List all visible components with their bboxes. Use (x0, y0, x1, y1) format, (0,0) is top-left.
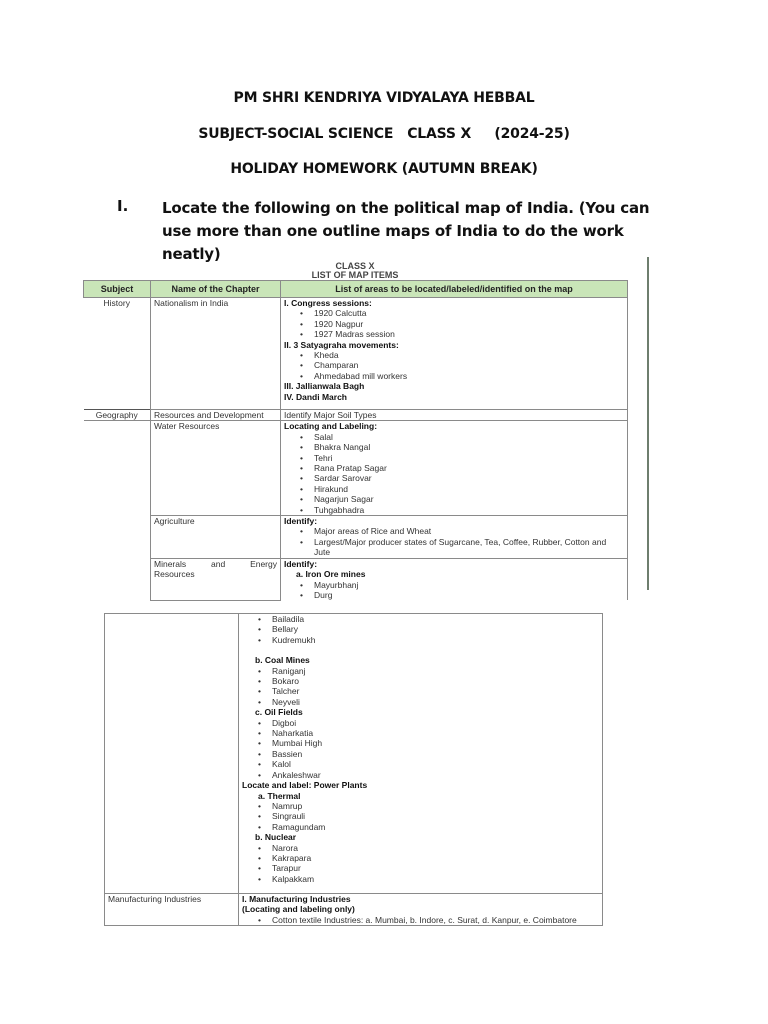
list-item: • Cotton textile Industries: a. Mumbai, b. Indore, c. Surat, d. Kanpur, e. Coimbatore (272, 915, 599, 925)
chapter-cell: Manufacturing Industries (105, 894, 239, 926)
list-item: • Naharkatia (272, 728, 599, 738)
nuclear-list (242, 843, 599, 885)
section-heading: IV. Dandi March (284, 391, 347, 402)
list-item: • Rana Pratap Sagar (314, 463, 624, 473)
list-item: • Tuhgabhadra (314, 505, 624, 515)
iron-list-cont (242, 614, 599, 645)
homework-title: HOLIDAY HOMEWORK (AUTUMN BREAK) (230, 161, 538, 177)
list-item: • Ankaleshwar (272, 770, 599, 780)
list-item: • Bailadila (272, 614, 599, 624)
areas-cell (281, 298, 628, 410)
section-heading: b. Coal Mines (255, 655, 310, 666)
list-item: • Kakrapara (272, 853, 599, 863)
list-item: • Major areas of Rice and Wheat (314, 526, 624, 536)
table-row-minerals (84, 558, 628, 600)
areas-cell (281, 558, 628, 600)
list-item: • Ramagundam (272, 822, 599, 832)
list-item: • Kalol (272, 759, 599, 769)
list-item: • Talcher (272, 686, 599, 696)
list-item: • Kalpakkam (272, 874, 599, 884)
chapter-cell: Agriculture (151, 516, 281, 559)
dam-list (284, 432, 624, 515)
oil-list (242, 718, 599, 780)
section-heading: Identify: (284, 516, 318, 527)
map-items-table (83, 280, 628, 601)
table-caption-class: CLASS X (335, 261, 375, 271)
coal-list (242, 666, 599, 708)
areas-cell (239, 894, 603, 926)
section-heading: II. 3 Satyagraha movements: (284, 339, 399, 350)
list-item: • Neyveli (272, 697, 599, 707)
subject-cell: History (84, 298, 151, 410)
list-item: • 1920 Calcutta (314, 308, 624, 318)
list-item: • Sardar Sarovar (314, 473, 624, 483)
list-item: • Mumbai High (272, 738, 599, 748)
subject-line: SUBJECT-SOCIAL SCIENCE CLASS X (2024-25) (198, 126, 570, 142)
areas-cell (281, 516, 628, 559)
chapter-cell: Resources and Development (151, 410, 281, 421)
question-text: Locate the following on the political map of India. (You can use more than one outline maps of India to do the work neatly) (162, 199, 650, 263)
list-item: • Kheda (314, 350, 624, 360)
list-item: • Singrauli (272, 811, 599, 821)
table-row-agriculture (84, 516, 628, 559)
list-item: • Mayurbhanj (314, 580, 624, 590)
section-heading: Locating and Labeling: (284, 421, 378, 432)
table-row-water (84, 421, 628, 516)
table-row-resources (84, 410, 628, 421)
subject-cell: Geography (84, 410, 151, 421)
list-item: • Largest/Major producer states of Sugarcane, Tea, Coffee, Rubber, Cotton and Jute (314, 537, 624, 558)
table-caption-title: LIST OF MAP ITEMS (311, 270, 399, 280)
section-heading: Identify: (284, 558, 318, 569)
table-row-history (84, 298, 628, 410)
list-item: • Ahmedabad mill workers (314, 371, 624, 381)
list-item: • Bellary (272, 624, 599, 634)
list-item: • Bhakra Nangal (314, 442, 624, 452)
section-heading: b. Nuclear (255, 832, 297, 843)
list-item: • Tehri (314, 453, 624, 463)
table-row-manufacturing (105, 894, 603, 926)
list-item: • Salal (314, 432, 624, 442)
chapter-cell: Nationalism in India (151, 298, 281, 410)
congress-list (284, 308, 624, 339)
list-item: • Hirakund (314, 484, 624, 494)
agriculture-list (284, 526, 624, 557)
iron-list (284, 580, 624, 601)
list-item: • Nagarjun Sagar (314, 494, 624, 504)
school-name: PM SHRI KENDRIYA VIDYALAYA HEBBAL (233, 90, 535, 106)
list-item: • Narora (272, 843, 599, 853)
list-item: • 1927 Madras session (314, 329, 624, 339)
list-item: • Bokaro (272, 676, 599, 686)
page-edge-divider (647, 257, 649, 590)
map-items-table-continued (104, 613, 603, 926)
section-heading: a. Thermal (258, 790, 301, 801)
list-item: • Raniganj (272, 666, 599, 676)
section-heading: a. Iron Ore mines (296, 569, 366, 580)
col-subject: Subject (84, 281, 151, 298)
list-item: • 1920 Nagpur (314, 319, 624, 329)
manufacturing-list (242, 915, 599, 925)
satyagraha-list (284, 350, 624, 381)
list-item: • Bassien (272, 749, 599, 759)
chapter-cell: Water Resources (151, 421, 281, 516)
question-number: I. (117, 197, 129, 215)
list-item: • Namrup (272, 801, 599, 811)
thermal-list (242, 801, 599, 832)
section-heading: c. Oil Fields (255, 707, 303, 718)
col-areas: List of areas to be located/labeled/identified on the map (281, 281, 628, 298)
section-heading: III. Jallianwala Bagh (284, 381, 365, 392)
areas-cell: Identify Major Soil Types (281, 410, 628, 421)
areas-cell (239, 614, 603, 894)
list-item: • Durg (314, 590, 624, 600)
col-chapter: Name of the Chapter (151, 281, 281, 298)
list-item: • Kudremukh (272, 635, 599, 645)
table-row-minerals-cont (105, 614, 603, 894)
section-heading: I. Congress sessions: (284, 298, 372, 308)
table-header-row (84, 281, 628, 298)
list-item: • Tarapur (272, 863, 599, 873)
section-heading: Locate and label: Power Plants (242, 780, 368, 791)
section-heading: (Locating and labeling only) (242, 904, 355, 915)
list-item: • Champaran (314, 360, 624, 370)
section-heading: I. Manufacturing Industries (242, 894, 351, 904)
areas-cell (281, 421, 628, 516)
list-item: • Digboi (272, 718, 599, 728)
chapter-cell: Minerals and Energy Resources (151, 558, 281, 600)
